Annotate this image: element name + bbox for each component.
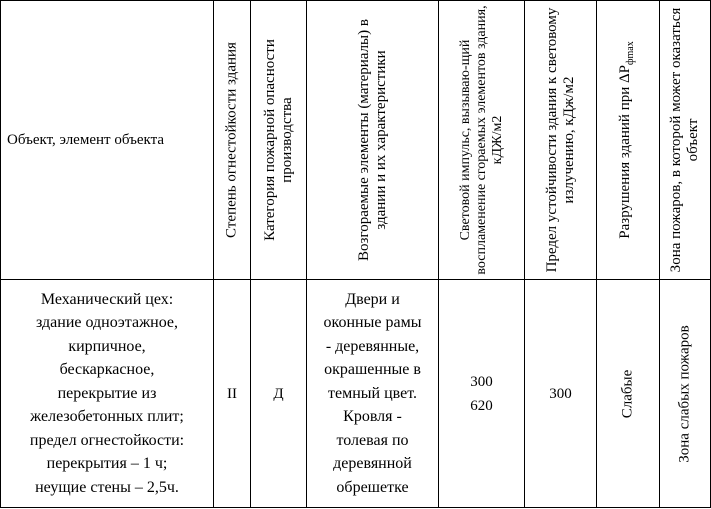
header-fire-zone: Зона пожаров, в которой может оказаться объект	[660, 1, 711, 280]
header-object: Объект, элемент объекта	[1, 1, 214, 280]
light-impulse-value: 300 620	[439, 280, 525, 508]
fire-zone-value: Зона слабых пожаров	[660, 280, 711, 508]
header-light-impulse: Световой импульс, вызываю-щий воспламенение сгораемых элементов здания, кДЖ/м2	[439, 1, 525, 280]
table-row	[1, 280, 711, 508]
header-destruction: Разрушения зданий при $\Delta Р_{фmax}$	[597, 1, 660, 280]
destruction-value: Слабые	[597, 280, 660, 508]
header-fire-category: Категория пожарной опасности производства	[251, 1, 307, 280]
materials-description: Двери и оконные рамы - деревянные, окрашенные в темный цвет. Кровля - толевая по деревянной обрешетке	[307, 280, 439, 508]
object-description: Механический цех: здание одноэтажное, кирпичное, бескаркасное, перекрытие из железобетонных плит; предел огнестойкости: перекрытия – 1 ч; неущие стены – 2,5ч.	[1, 280, 214, 508]
stability-limit-value: 300	[525, 280, 597, 508]
header-materials: Возгораемые элементы (материалы) в здании и их характеристики	[307, 1, 439, 280]
fire-category-value: Д	[251, 280, 307, 508]
header-stability-limit: Предел устойчивости здания к световому излучению, кДж/м2	[525, 1, 597, 280]
header-row	[1, 1, 711, 280]
header-fire-resistance: Степень огнестойкости здания	[214, 1, 251, 280]
fire-resistance-value: II	[214, 280, 251, 508]
